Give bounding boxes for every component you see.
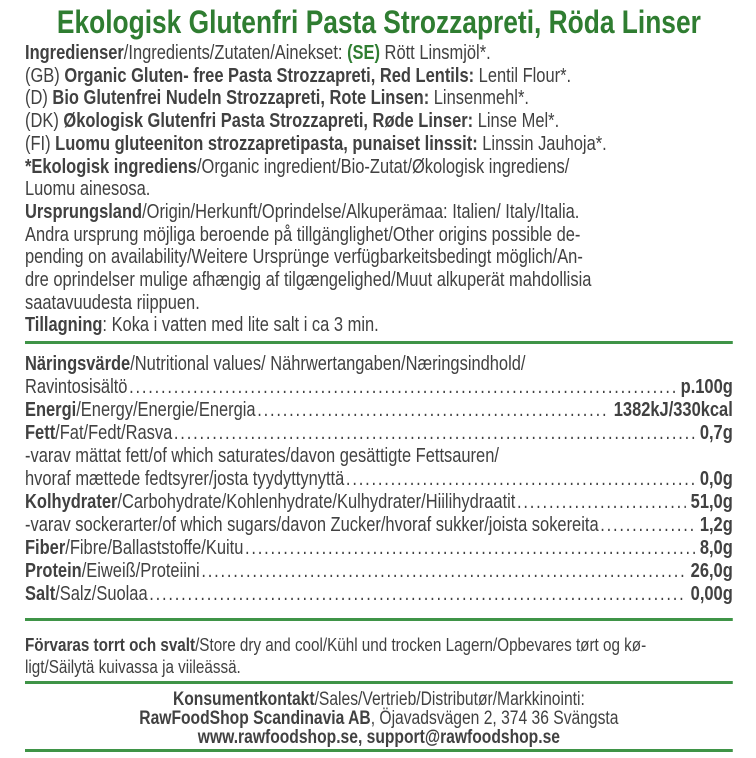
nutrition-carbohydrate-label — [25, 491, 515, 514]
nutrition-fibre-row — [25, 537, 733, 560]
dot-leader — [346, 468, 695, 491]
text-segment: Ursprungsland — [25, 200, 143, 223]
text-segment: /Sales/Vertrieb/Distributør/Markkinointi: — [314, 689, 585, 711]
storage-line-1 — [25, 634, 733, 656]
text-segment: /Eiweiß/Proteiini — [81, 560, 200, 583]
text-segment: /Organic ingredient/Bio-Zutat/Økologisk ingrediens/ — [196, 155, 570, 178]
text-segment: pending on availability/Weitere Ursprünge verfügbarkeitsbedingt möglich/An- — [25, 246, 583, 269]
nutrition-energy-label — [25, 399, 256, 422]
nutrition-salt-label — [25, 583, 148, 606]
text-segment: Linse Mel*. — [473, 110, 560, 133]
nutrition-saturates-row — [25, 468, 733, 491]
text-segment: (FI) — [25, 132, 56, 155]
origin-note-line-4 — [25, 292, 733, 315]
divider-rule-contact — [25, 681, 733, 684]
ingredients-line-se — [25, 42, 733, 65]
text-segment: RawFoodShop Scandinavia AB — [139, 708, 371, 730]
ingredients-line-dk — [25, 110, 733, 133]
contact-section — [25, 690, 733, 747]
text-segment: Salt — [25, 583, 56, 606]
product-title: Ekologisk Glutenfri Pasta Strozzapreti, Röda Linser — [56, 4, 701, 40]
text-segment: /Origin/Herkunft/Oprindelse/Alkuperämaa: Italien/ Italy/Italia. — [142, 200, 580, 223]
nutrition-saturates-line-1 — [25, 445, 733, 468]
dot-leader — [245, 537, 695, 560]
text-segment: /Ingredients/Zutaten/Ainekset: — [123, 42, 348, 64]
text-segment: /Salz/Suolaa — [55, 583, 148, 606]
organic-note-line-1 — [25, 156, 733, 179]
contact-web-email-line — [25, 728, 733, 747]
text-segment: Energi — [25, 399, 77, 422]
divider-rule-middle — [25, 618, 733, 621]
nutrition-section — [25, 353, 733, 606]
nutrition-carbohydrate-value: 51,0g — [690, 491, 733, 514]
ingredients-line-gb — [25, 65, 733, 88]
text-segment: Kolhydrater — [25, 491, 118, 514]
text-segment: -varav mättat fett/of which saturates/davon gesättigte Fettsauren/ — [25, 445, 499, 468]
nutrition-energy-row — [25, 399, 733, 422]
text-segment: Fett — [25, 422, 56, 445]
nutrition-protein-label — [25, 560, 200, 583]
dot-leader — [149, 583, 685, 606]
text-segment: /Fat/Fedt/Rasva — [55, 422, 173, 445]
text-segment: (GB) — [25, 64, 65, 87]
nutrition-protein-value: 26,0g — [690, 560, 733, 583]
origin-line — [25, 201, 733, 224]
text-segment: (SE) — [347, 42, 380, 64]
text-segment: Luomu ainesosa. — [25, 178, 151, 201]
text-segment: : Koka i vatten med lite salt i ca 3 min. — [102, 314, 379, 337]
text-segment: *Ekologisk ingrediens — [25, 155, 197, 178]
nutrition-sugars-label — [25, 514, 599, 537]
text-segment: hvoraf mættede fedtsyrer/josta tyydyttynyttä — [25, 468, 345, 491]
origin-note-line-3 — [25, 269, 733, 292]
text-segment: /Carbohydrate/Kohlenhydrate/Kulhydrater/Hiilihydraatit — [117, 491, 516, 514]
nutrition-salt-row — [25, 583, 733, 606]
nutrition-fat-label — [25, 422, 172, 445]
text-segment: /Fibre/Ballaststoffe/Kuitu — [65, 537, 244, 560]
text-segment: Linssin Jauhoja*. — [477, 132, 607, 155]
text-segment: /Energy/Energie/Energia — [76, 399, 256, 422]
dot-leader — [174, 422, 695, 445]
nutrition-fat-value: 0,7g — [699, 422, 733, 445]
nutrition-sugars-row — [25, 514, 733, 537]
contact-address-line — [25, 709, 733, 728]
text-segment: , Öjavadsvägen 2, 374 36 Svängsta — [370, 708, 619, 730]
text-segment: Luomu gluteeniton strozzapretipasta, punaiset linssit: — [55, 132, 478, 155]
dot-leader — [201, 560, 685, 583]
nutrition-saturates-value: 0,0g — [699, 468, 733, 491]
storage-section — [25, 634, 733, 677]
text-segment: Fiber — [25, 537, 66, 560]
nutrition-carbohydrate-row — [25, 491, 733, 514]
nutrition-energy-value: 1382kJ/330kcal — [613, 399, 733, 422]
text-segment: Näringsvärde — [25, 353, 131, 376]
text-segment: /Nutritional values/ Nährwertangaben/Næringsindhold/ — [130, 353, 526, 376]
text-segment: Linsenmehl*. — [429, 87, 529, 110]
text-segment: ligt/Säilytä kuivassa ja viileässä. — [25, 655, 241, 677]
text-segment: dre oprindelser mulige afhængig af tilgængelighed/Muut alkuperät mahdollisia — [25, 269, 592, 292]
dot-leader — [257, 399, 609, 422]
preparation-line — [25, 314, 733, 337]
nutrition-fibre-value: 8,0g — [699, 537, 733, 560]
dot-leader — [129, 376, 676, 399]
text-segment: www.rawfoodshop.se, support@rawfoodshop.se — [197, 727, 560, 749]
text-segment: Organic Gluten- free Pasta Strozzapreti, Red Lentils: — [64, 64, 475, 87]
nutrition-fat-row — [25, 422, 733, 445]
nutrition-sugars-value: 1,2g — [699, 514, 733, 537]
origin-note-line-1 — [25, 224, 733, 247]
text-segment: Rött Linsmjöl*. — [379, 42, 491, 64]
dot-leader — [517, 491, 686, 514]
ingredients-section — [25, 42, 733, 337]
text-segment: Förvaras torrt och svalt — [25, 634, 196, 656]
text-segment: Andra ursprung möjliga beroende på tillgänglighet/Other origins possible de- — [25, 223, 581, 246]
label-content — [25, 6, 733, 752]
storage-line-2 — [25, 656, 733, 678]
divider-rule-bottom — [25, 749, 733, 752]
nutrition-per100g-row — [25, 376, 733, 399]
contact-heading-line — [25, 690, 733, 709]
origin-note-line-2 — [25, 246, 733, 269]
nutrition-per100g-label — [25, 376, 127, 399]
nutrition-header-line — [25, 353, 733, 376]
text-segment: Tillagning — [25, 314, 103, 337]
text-segment: (DK) — [25, 110, 64, 133]
text-segment: saatavuudesta riippuen. — [25, 291, 200, 314]
text-segment: Bio Glutenfrei Nudeln Strozzapreti, Rote Linsen: — [52, 87, 430, 110]
text-segment: Konsumentkontakt — [172, 689, 315, 711]
ingredients-line-fi — [25, 133, 733, 156]
dot-leader — [600, 514, 695, 537]
nutrition-saturates-label — [25, 468, 344, 491]
nutrition-per100g-value: p.100g — [680, 376, 733, 399]
nutrition-salt-value: 0,00g — [690, 583, 733, 606]
text-segment: Protein — [25, 560, 82, 583]
ingredients-line-d — [25, 87, 733, 110]
text-segment: Ingredienser — [25, 42, 124, 64]
text-segment: Økologisk Glutenfri Pasta Strozzapreti, Røde Linser: — [63, 110, 474, 133]
nutrition-fibre-label — [25, 537, 243, 560]
text-segment: -varav sockerarter/of which sugars/davon Zucker/hvoraf sukker/joista sokereita — [25, 514, 599, 537]
nutrition-protein-row — [25, 560, 733, 583]
divider-rule-top — [25, 341, 733, 344]
text-segment: (D) — [25, 87, 53, 110]
text-segment: Ravintosisältö — [25, 376, 128, 399]
text-segment: Lentil Flour*. — [474, 64, 572, 87]
text-segment: /Store dry and cool/Kühl und trocken Lagern/Opbevares tørt og kø- — [195, 634, 647, 656]
organic-note-line-2 — [25, 178, 733, 201]
